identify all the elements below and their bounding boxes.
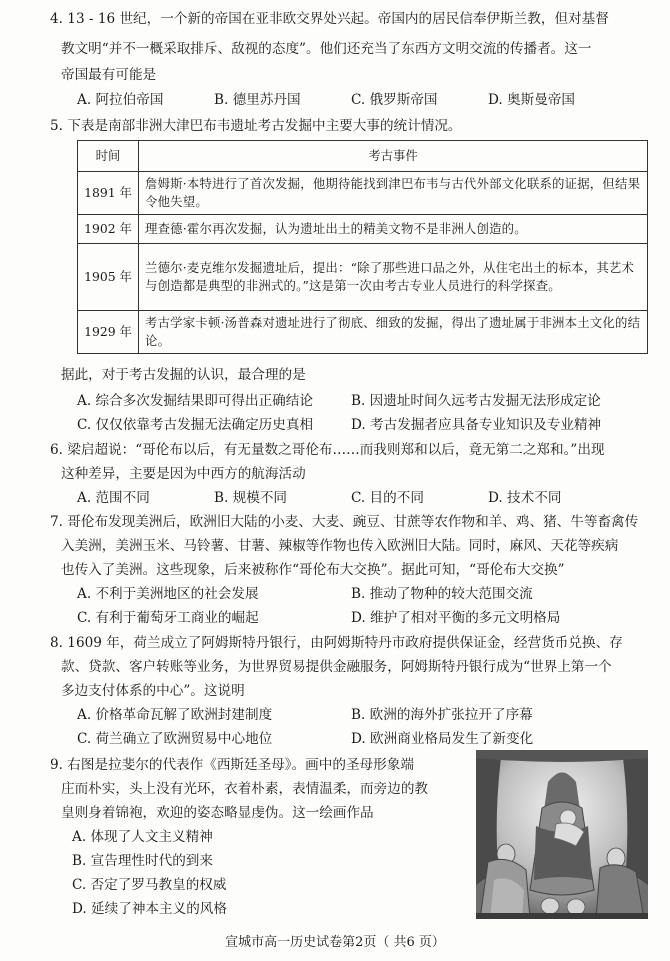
q4-option-a[interactable]: A. 阿拉伯帝国 xyxy=(77,92,164,108)
q4-line-2: 教文明“并不一概采取排斥、敌视的态度”。他们还充当了东西方文明交流的传播者。这一 xyxy=(61,41,592,57)
q6-line-2: 这种差异，主要是因为中西方的航海活动 xyxy=(61,466,306,482)
q9-option-d[interactable]: D. 延续了神本主义的风格 xyxy=(72,901,227,917)
row-event: 理查德·霍尔再次发掘，认为遗址出土的精美文物不是非洲人创造的。 xyxy=(139,215,648,244)
q8-line-1: 8. 1609 年，荷兰成立了阿姆斯特丹银行，由阿姆斯特丹市政府提供保证金，经营货币兑换、存 xyxy=(50,635,623,651)
q7-option-c[interactable]: C. 有利于葡萄牙工商业的崛起 xyxy=(77,610,259,626)
q8-line-3: 多边支付体系的中心”。这说明 xyxy=(61,683,245,699)
table-header-row xyxy=(78,141,648,172)
q7-line-2: 入美洲，美洲玉米、马铃薯、甘薯、辣椒等作物也传入欧洲旧大陆。同时，麻风、天花等疾病 xyxy=(61,538,619,554)
q5-option-b[interactable]: B. 因遗址时间久远考古发掘无法形成定论 xyxy=(351,393,601,409)
q9-option-b[interactable]: B. 宣告理性时代的到来 xyxy=(72,853,213,869)
row-event: 詹姆斯·本特进行了首次发掘，他期待能找到津巴布韦与古代外部文化联系的证据，但结果令他失望。 xyxy=(139,172,648,215)
q9-line-1: 9. 右图是拉斐尔的代表作《西斯廷圣母》。画中的圣母形象端 xyxy=(50,757,414,773)
painting-image xyxy=(476,750,648,919)
q8-option-b[interactable]: B. 欧洲的海外扩张拉开了序幕 xyxy=(351,707,533,723)
q7-line-3: 也传入了美洲。这些现象，后来被称作“哥伦布大交换”。据此可知，“哥伦布大交换” xyxy=(61,562,565,578)
header-time: 时间 xyxy=(78,141,139,172)
q8-option-c[interactable]: C. 荷兰确立了欧洲贸易中心地位 xyxy=(77,731,273,747)
q4-option-d[interactable]: D. 奥斯曼帝国 xyxy=(488,92,576,108)
q8-option-a[interactable]: A. 价格革命瓦解了欧洲封建制度 xyxy=(77,707,273,723)
table-row xyxy=(78,172,648,215)
row-year: 1905 年 xyxy=(78,244,139,311)
q4-option-b[interactable]: B. 德里苏丹国 xyxy=(214,92,301,108)
q6-line-1: 6. 梁启超说：“哥伦布以后，有无量数之哥伦布……而我则郑和以后，竟无第二之郑和。”出现 xyxy=(50,442,605,458)
table-row xyxy=(78,215,648,244)
table-row xyxy=(78,244,648,311)
q6-option-c[interactable]: C. 目的不同 xyxy=(351,490,424,506)
row-event: 考古学家卡顿·汤普森对遗址进行了彻底、细致的发掘，得出了遗址属于非洲本土文化的结论。 xyxy=(139,311,648,354)
q7-line-1: 7. 哥伦布发现美洲后，欧洲旧大陆的小麦、大麦、豌豆、甘蔗等农作物和羊、鸡、猪、牛等畜禽传 xyxy=(50,514,639,530)
q5-option-d[interactable]: D. 考古发掘者应具备专业知识及专业精神 xyxy=(351,417,602,433)
q4-option-c[interactable]: C. 俄罗斯帝国 xyxy=(351,92,438,108)
page-footer: 宣城市高一历史试卷第2页（ 共6 页） xyxy=(225,935,445,950)
q5-stem: 5. 下表是南部非洲大津巴布韦遗址考古发掘中主要大事的统计情况。 xyxy=(50,118,462,134)
table-row xyxy=(78,311,648,354)
header-event: 考古事件 xyxy=(139,141,648,172)
q4-line-1: 4. 13 - 16 世纪，一个新的帝国在亚非欧交界处兴起。帝国内的居民信奉伊斯兰教，但对基督 xyxy=(50,11,609,27)
q9-line-3: 皇则身着锦袍，欢迎的姿态略显虔伪。这一绘画作品 xyxy=(61,805,374,821)
row-year: 1902 年 xyxy=(78,215,139,244)
q7-option-a[interactable]: A. 不利于美洲地区的社会发展 xyxy=(77,586,259,602)
q6-option-d[interactable]: D. 技术不同 xyxy=(488,490,562,506)
q8-option-d[interactable]: D. 欧洲商业格局发生了新变化 xyxy=(351,731,534,747)
row-event: 兰德尔·麦克维尔发掘遗址后，提出：“除了那些进口品之外，从住宅出土的标本，其艺术与创造都是典型的非洲式的。”这是第一次由考古专业人员进行的科学探查。 xyxy=(139,244,648,311)
row-year: 1929 年 xyxy=(78,311,139,354)
q4-line-3: 帝国最有可能是 xyxy=(61,67,157,83)
q9-line-2: 庄而朴实，头上没有光环，衣着朴素，表情温柔，而旁边的教 xyxy=(61,781,429,797)
sistine-madonna-painting xyxy=(476,750,648,919)
q6-option-a[interactable]: A. 范围不同 xyxy=(77,490,150,506)
row-year: 1891 年 xyxy=(78,172,139,215)
q7-option-b[interactable]: B. 推动了物种的较大范围交流 xyxy=(351,586,533,602)
q9-option-c[interactable]: C. 否定了罗马教皇的权威 xyxy=(72,877,227,893)
archaeology-table xyxy=(77,140,648,354)
q5-option-c[interactable]: C. 仅仅依靠考古发掘无法确定历史真相 xyxy=(77,417,314,433)
q5-question: 据此，对于考古发掘的认识，最合理的是 xyxy=(61,367,306,383)
q5-option-a[interactable]: A. 综合多次发掘结果即可得出正确结论 xyxy=(77,393,313,409)
q9-option-a[interactable]: A. 体现了人文主义精神 xyxy=(72,829,213,845)
q7-option-d[interactable]: D. 维护了相对平衡的多元文明格局 xyxy=(351,610,561,626)
q8-line-2: 款、贷款、客户转账等业务，为世界贸易提供金融服务，阿姆斯特丹银行成为“世界上第一个 xyxy=(61,659,612,675)
q6-option-b[interactable]: B. 规模不同 xyxy=(214,490,288,506)
